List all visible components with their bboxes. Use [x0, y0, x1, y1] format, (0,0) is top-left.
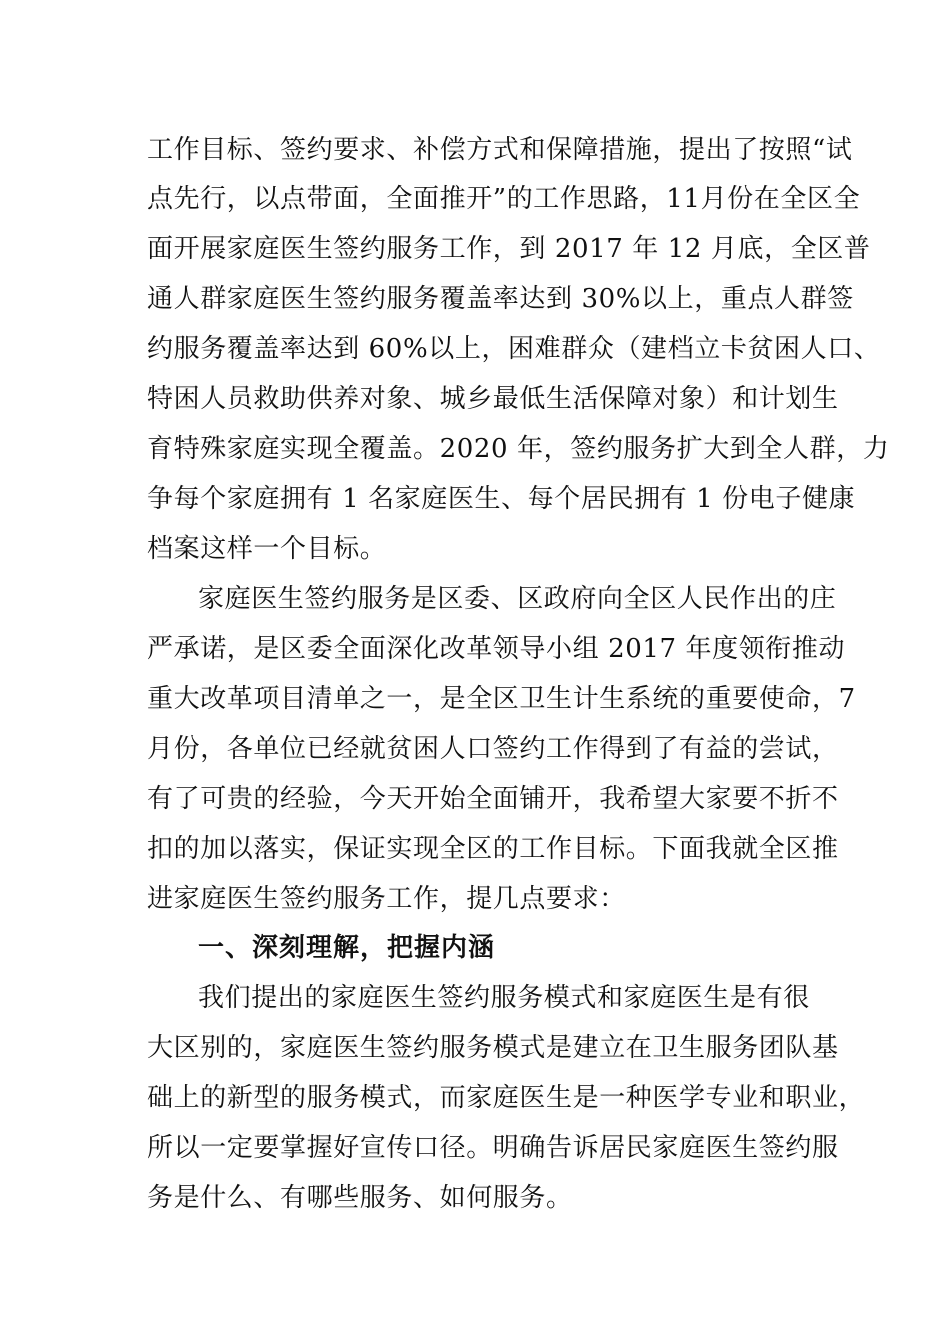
paragraph-1-line-7: 育特殊家庭实现全覆盖。2020 年，签约服务扩大到全人群，力 — [147, 434, 890, 464]
paragraph-1-line-2: 点先行，以点带面，全面推开”的工作思路，11月份在全区全 — [147, 184, 861, 214]
paragraph-1-line-1: 工作目标、签约要求、补偿方式和保障措施，提出了按照“试 — [147, 135, 853, 165]
paragraph-1-line-4: 通人群家庭医生签约服务覆盖率达到 30%以上，重点人群签 — [147, 284, 854, 314]
paragraph-1-line-6: 特困人员救助供养对象、城乡最低生活保障对象）和计划生 — [147, 384, 839, 414]
paragraph-2-line-4: 月份，各单位已经就贫困人口签约工作得到了有益的尝试， — [147, 734, 839, 764]
paragraph-3-line-2: 大区别的，家庭医生签约服务模式是建立在卫生服务团队基 — [147, 1033, 839, 1063]
paragraph-3-line-4: 所以一定要掌握好宣传口径。明确告诉居民家庭医生签约服 — [147, 1133, 839, 1163]
section-heading-1: 一、深刻理解，把握内涵 — [198, 933, 496, 963]
paragraph-1-line-9: 档案这样一个目标。 — [147, 534, 387, 564]
paragraph-2-line-7: 进家庭医生签约服务工作，提几点要求： — [147, 884, 626, 914]
paragraph-3-line-1: 我们提出的家庭医生签约服务模式和家庭医生是有很 — [198, 983, 810, 1013]
paragraph-3-line-5: 务是什么、有哪些服务、如何服务。 — [147, 1183, 573, 1213]
paragraph-2-line-1: 家庭医生签约服务是区委、区政府向全区人民作出的庄 — [198, 584, 837, 614]
paragraph-1-line-5: 约服务覆盖率达到 60%以上，困难群众（建档立卡贫困人口、 — [147, 334, 881, 364]
paragraph-2-line-6: 扣的加以落实，保证实现全区的工作目标。下面我就全区推 — [147, 834, 839, 864]
paragraph-3-line-3: 础上的新型的服务模式，而家庭医生是一种医学专业和职业， — [147, 1083, 866, 1113]
paragraph-1-line-3: 面开展家庭医生签约服务工作，到 2017 年 12 月底，全区普 — [147, 234, 871, 264]
paragraph-2-line-5: 有了可贵的经验，今天开始全面铺开，我希望大家要不折不 — [147, 784, 839, 814]
paragraph-2-line-3: 重大改革项目清单之一，是全区卫生计生系统的重要使命，7 — [147, 684, 856, 714]
paragraph-1-line-8: 争每个家庭拥有 1 名家庭医生、每个居民拥有 1 份电子健康 — [147, 484, 856, 514]
paragraph-2-line-2: 严承诺，是区委全面深化改革领导小组 2017 年度领衔推动 — [147, 634, 846, 664]
